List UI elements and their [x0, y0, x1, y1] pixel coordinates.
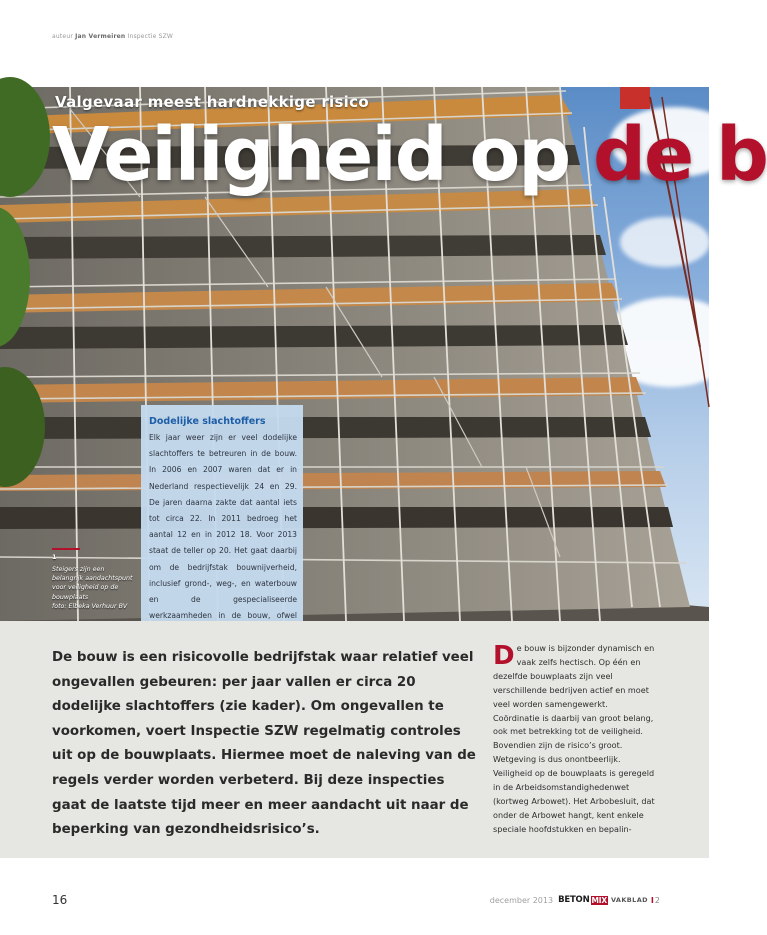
drop-cap: D [493, 641, 515, 671]
caption-accent-bar [52, 548, 80, 550]
sidebar-box [141, 405, 303, 621]
page-number: 16 [52, 893, 68, 907]
issue-date: december 2013 [489, 895, 554, 905]
footer-masthead [490, 895, 660, 905]
page-title [52, 112, 767, 198]
caption-text: Steigers zijn een belangrijk aandachtspunt voor veiligheid op de bouwplaats [52, 566, 133, 601]
logo-text-mix: MIX [591, 895, 607, 905]
author-line [52, 33, 173, 40]
issue-marker [651, 896, 660, 905]
author-name: Jan Vermeiren [75, 33, 126, 40]
lead-paragraph: De bouw is een risicovolle bedrijfstak waar relatief veel ongevallen gebeuren: per jaar vallen er circa 20 dodelijke slachtoffers (zie kader). Om ongevallen te voorkomen, voert Inspectie SZW regelmatig controles uit op de bouwplaats. Hiermee moet de naleving van de regels verder worden verbeterd. Bij deze inspecties gaat de laatste tijd meer en meer aandacht uit naar de beperking van gezondheidsrisico’s. [52, 650, 476, 838]
title-red-part: de b [593, 112, 767, 198]
author-prefix: auteur [52, 33, 73, 40]
body-paragraph-2: Veiligheid op de bouwplaats is geregeld in de Arbeidsomstandighedenwet (kortweg Arbowet). Het Arbobesluit, dat onder de Arbowet hangt, kent enkele speciale hoofdstukken en bepalin- [493, 768, 655, 834]
logo-text-beton: BETON [558, 895, 590, 905]
issue-bar: I [650, 895, 654, 905]
title-white-part: Veiligheid op [52, 112, 594, 198]
body-paragraph-1: e bouw is bijzonder dynamisch en vaak zelfs hectisch. Op één en dezelfde bouwplaats zijn veel verschillende bedrijven actief en moet veel worden samengewerkt. Coördinatie is daarbij van groot belang, ook met betrekking tot de veiligheid. Bovendien zijn de risico’s groot. Wetgeving is dus onontbeerlijk. [493, 643, 655, 765]
betonmix-logo [558, 895, 648, 905]
author-role: Inspectie SZW [127, 33, 174, 40]
body-column [493, 642, 656, 852]
headline-kicker: Valgevaar meest hardnekkige risico [55, 93, 369, 111]
photo-caption [52, 553, 136, 611]
sidebar-box-title: Dodelijke slachtoffers [149, 416, 266, 427]
caption-number: 1 [52, 554, 57, 561]
sidebar-box-body: Elk jaar weer zijn er veel dodelijke slachtoffers te betreuren in de bouw. In 2006 en 2007 waren dat er in Nederland respectievelijk 24 en 29. De jaren daarna zakte dat aantal iets tot circa 22. In 2011 bedroeg het aantal 12 en in 2012 18. Voor 2013 staat de teller op 20. Het gaat daarbij om de bedrijfstak bouwnijverheid, inclusief grond-, weg-, en waterbouw en de gespecialiseerde werkzaamheden in de bouw, ofwel [149, 433, 297, 621]
logo-text-vakblad: VAKBLAD [610, 896, 648, 904]
issue-number: 2 [654, 895, 660, 905]
caption-credit: foto: Elbeka Verhuur BV [52, 602, 128, 610]
